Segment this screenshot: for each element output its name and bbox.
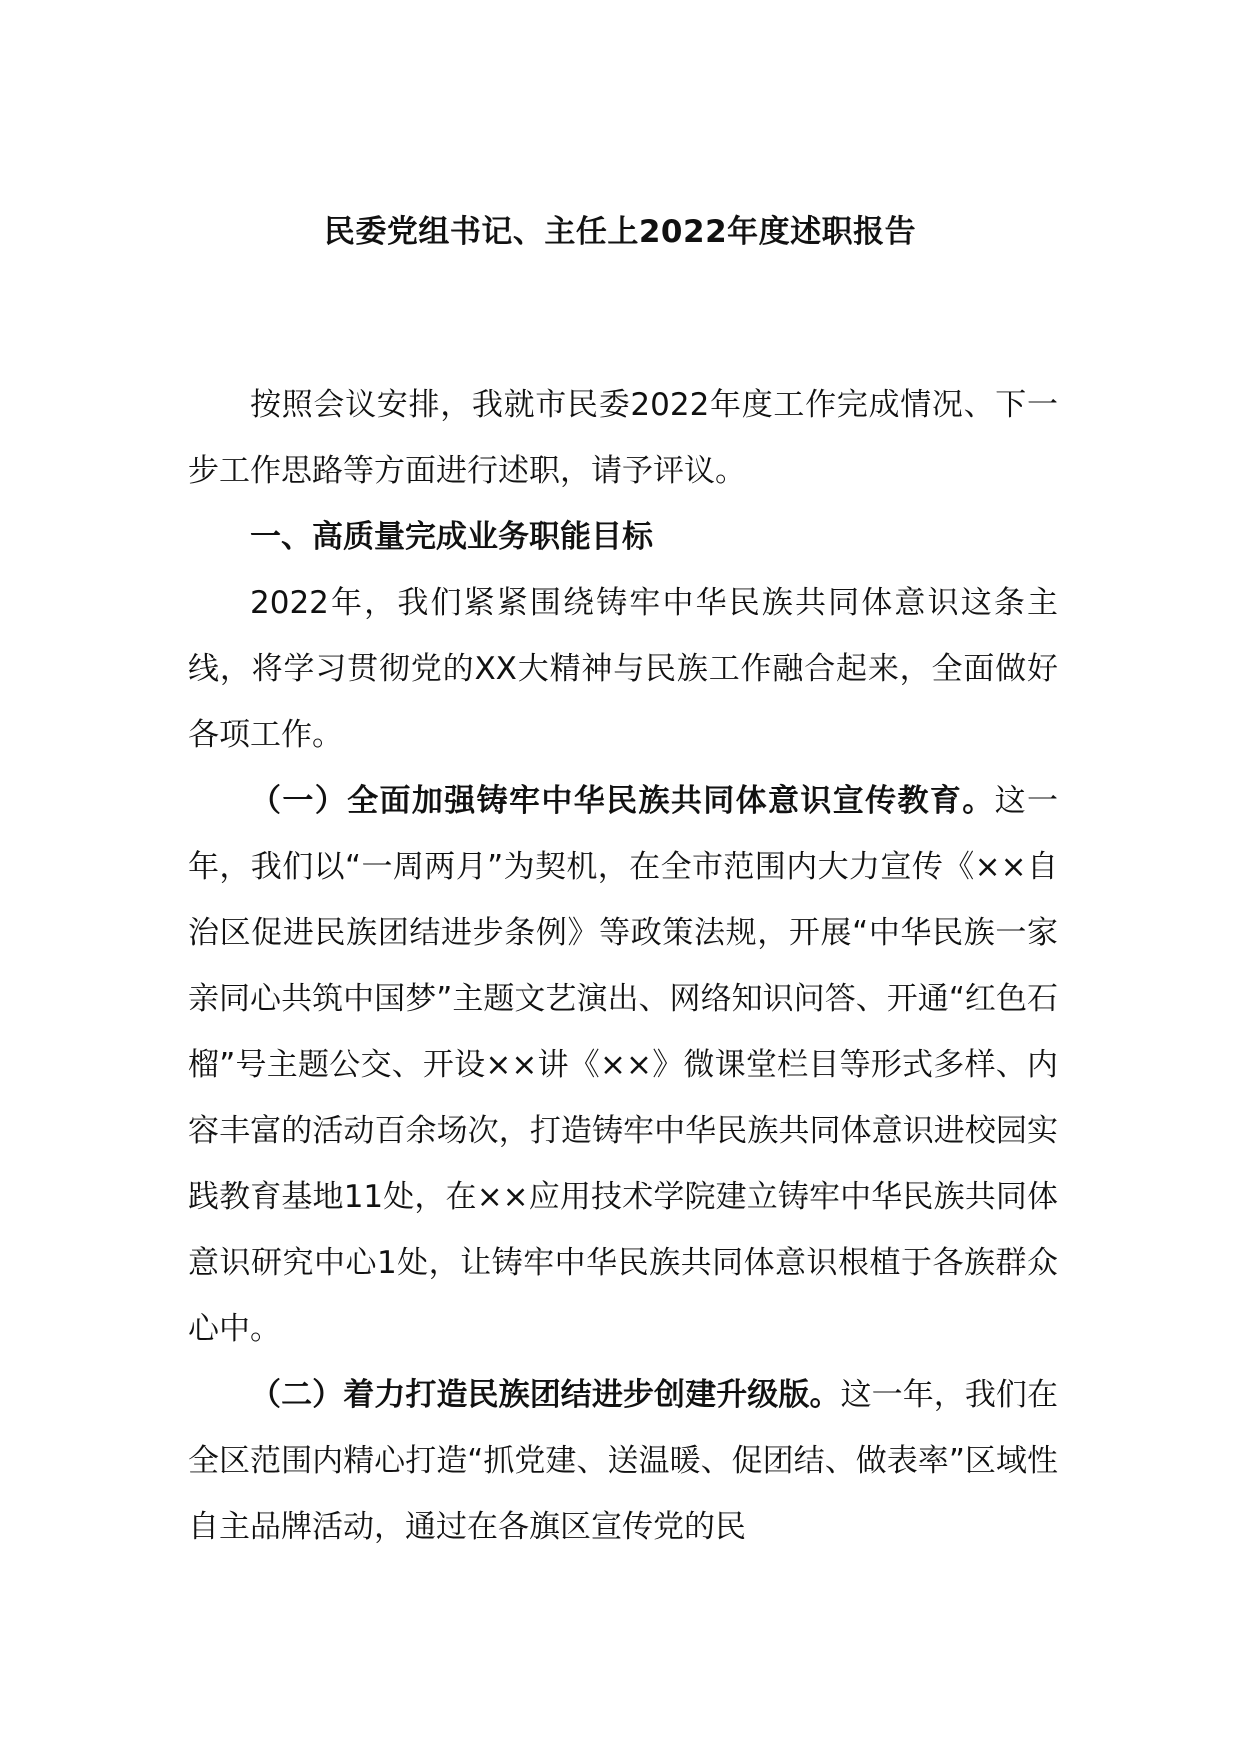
item-2-paragraph xyxy=(188,1362,1058,1560)
intro-paragraph: 按照会议安排，我就市民委2022年度工作完成情况、下一步工作思路等方面进行述职，请予评议。 xyxy=(188,387,1058,489)
item-1-lead: （一）全面加强铸牢中华民族共同体意识宣传教育。 xyxy=(250,783,995,819)
section-heading-1: 一、高质量完成业务职能目标 xyxy=(250,519,653,555)
document-title: 民委党组书记、主任上2022年度述职报告 xyxy=(323,214,917,250)
document-body xyxy=(188,372,1058,1560)
item-2-lead: （二）着力打造民族团结进步创建升级版。 xyxy=(250,1377,841,1413)
section-1-paragraph: 2022年，我们紧紧围绕铸牢中华民族共同体意识这条主线，将学习贯彻党的XX大精神与民族工作融合起来，全面做好各项工作。 xyxy=(188,585,1058,753)
item-2-body: 这一年，我们在全区范围内精心打造“抓党建、送温暖、促团结、做表率”区域性自主品牌活动，通过在各旗区宣传党的民 xyxy=(188,1377,1059,1545)
item-1-body: 这一年，我们以“一周两月”为契机，在全市范围内大力宣传《××自治区促进民族团结进步条例》等政策法规，开展“中华民族一家亲同心共筑中国梦”主题文艺演出、网络知识问答、开通“红色石榴”号主题公交、开设××讲《××》微课堂栏目等形式多样、内容丰富的活动百余场次，打造铸牢中华民族共同体意识进校园实践教育基地11处，在××应用技术学院建立铸牢中华民族共同体意识研究中心1处，让铸牢中华民族共同体意识根植于各族群众心中。 xyxy=(188,783,1058,1347)
item-1-paragraph xyxy=(188,768,1058,1362)
